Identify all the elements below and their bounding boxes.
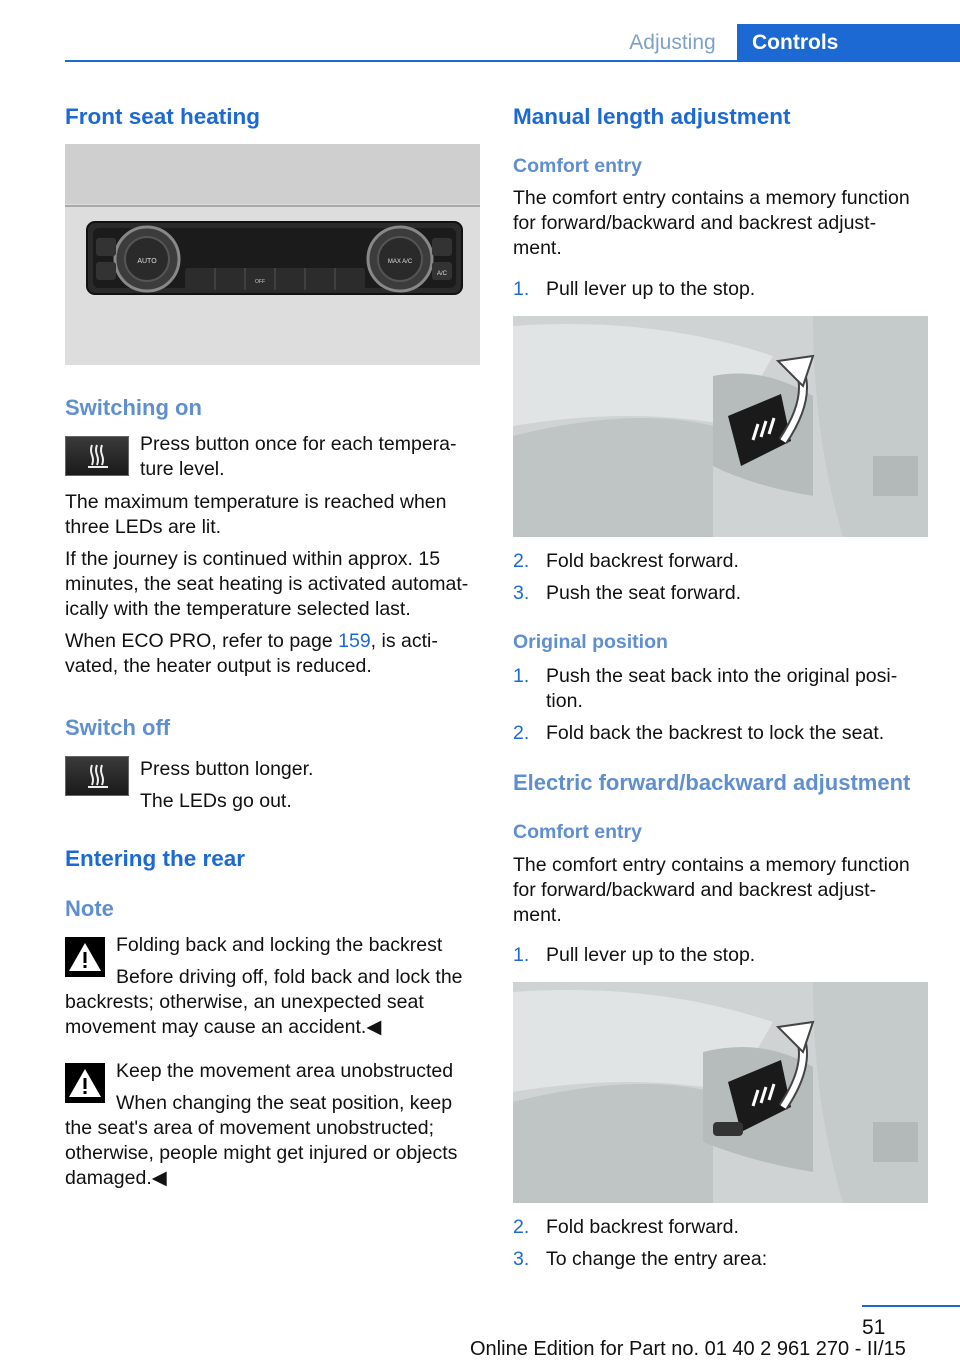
climate-control-panel-photo (65, 144, 480, 365)
comfort-entry-1-text: The comfort entry contains a memory function for forward/backward and backrest adjust- ment. (513, 187, 910, 259)
heading-manual-length-adjustment: Manual length adjustment (513, 104, 791, 129)
step-text: Fold back the backrest to lock the seat. (546, 722, 885, 744)
step-text: Push the seat forward. (546, 582, 742, 604)
seat-heating-button-icon (65, 436, 129, 476)
step-text: Pull lever up to the stop. (546, 278, 756, 300)
step-number: 2. (513, 722, 530, 744)
header-rule (65, 60, 960, 62)
page-link-159[interactable]: 159 (338, 630, 371, 652)
warning-1-title: Folding back and locking the backrest (116, 934, 443, 956)
page-number: 51 (862, 1316, 886, 1339)
header-tab-controls: Controls (737, 24, 960, 62)
step-text: Pull lever up to the stop. (546, 944, 756, 966)
footer-edition: Online Edition for Part no. 01 40 2 961 270 - II/15 (470, 1338, 906, 1360)
max-temperature-text: The maximum temperature is reached when three LEDs are lit. (65, 491, 447, 538)
step-text: Push the seat back into the original posi- tion. (546, 665, 898, 712)
step-text: Fold backrest forward. (546, 550, 739, 572)
step-number: 1. (513, 944, 530, 966)
seat-lever-photo-1 (513, 316, 928, 537)
comfort-entry-2-text: The comfort entry contains a memory function for forward/backward and backrest adjust- ment. (513, 854, 910, 926)
step-number: 2. (513, 550, 530, 572)
warning-icon (65, 937, 105, 977)
switching-on-text: Press button once for each tempera- ture level. (140, 433, 457, 480)
seat-heating-button-icon-2 (65, 756, 129, 796)
auto-label: AUTO (137, 258, 157, 265)
warning-2-line-1: When changing the seat position, keep (116, 1092, 453, 1114)
warning-1-body: backrests; otherwise, an unexpected seat movement may cause an accident.◀ (65, 991, 424, 1038)
header-tab-adjusting: Adjusting (629, 31, 716, 54)
journey-text: If the journey is continued within approx. 15 minutes, the seat heating is activated automat- ically with the temperature selected last. (65, 548, 469, 620)
heading-original-position: Original position (513, 631, 668, 653)
warning-2-body: the seat's area of movement unobstructed; otherwise, people might get injured or objects damaged.◀ (65, 1117, 458, 1189)
seat-lever-photo-2 (513, 982, 928, 1203)
step-number: 2. (513, 1216, 530, 1238)
footer-rule (862, 1305, 960, 1307)
eco-pro-text: When ECO PRO, refer to page 159, is acti- vated, the heater output is reduced. (65, 630, 438, 677)
switch-off-text: Press button longer. The LEDs go out. (140, 758, 314, 812)
step-number: 3. (513, 582, 530, 604)
heading-note: Note (65, 896, 114, 921)
ac-label: A/C (436, 271, 448, 277)
step-text: To change the entry area: (546, 1248, 768, 1270)
step-number: 1. (513, 278, 530, 300)
max-ac-label: MAX A/C (387, 259, 413, 265)
warning-icon-2 (65, 1063, 105, 1103)
warning-1-line-1: Before driving off, fold back and lock the (116, 966, 463, 988)
off-label: OFF (255, 279, 265, 285)
step-number: 1. (513, 665, 530, 687)
heading-switch-off: Switch off (65, 715, 171, 740)
heading-electric-adjustment: Electric forward/backward adjustment (513, 770, 911, 795)
heading-front-seat-heating: Front seat heating (65, 104, 261, 129)
step-number: 3. (513, 1248, 530, 1270)
heading-switching-on: Switching on (65, 395, 202, 420)
warning-2-title: Keep the movement area unobstructed (116, 1060, 454, 1082)
heading-entering-rear: Entering the rear (65, 846, 246, 871)
step-text: Fold backrest forward. (546, 1216, 739, 1238)
heading-comfort-entry-2: Comfort entry (513, 821, 642, 843)
heading-comfort-entry-1: Comfort entry (513, 155, 642, 177)
